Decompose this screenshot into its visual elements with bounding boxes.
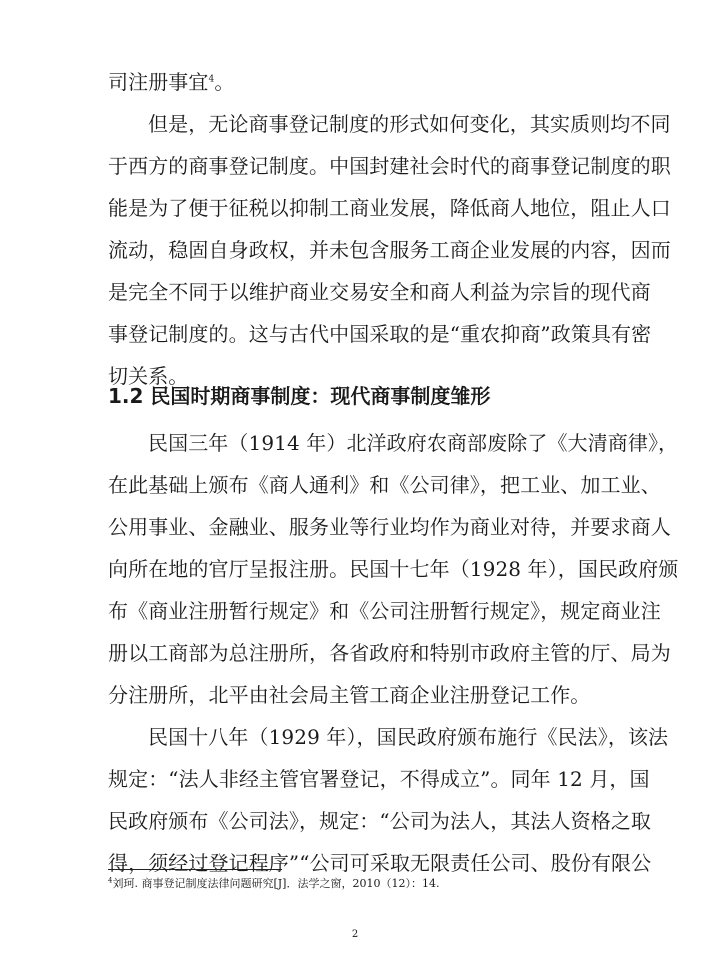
paragraph-line: 得，须经过登记程序”“公司可采取无限责任公司、股份有限公 xyxy=(108,851,652,875)
paragraph-line: 公用事业、金融业、服务业等行业均作为商业对待，并要求商人 xyxy=(108,515,671,539)
paragraph-line: 分注册所，北平由社会局主管工商企业注册登记工作。 xyxy=(108,683,591,707)
paragraph-line: 册以工商部为总注册所，各省政府和特别市政府主管的厅、局为 xyxy=(108,641,671,665)
footnote-text: 刘珂. 商事登记制度法律问题研究[J]．法学之窗，2010（12）：14. xyxy=(112,877,440,890)
paragraph-line: 是完全不同于以维护商业交易安全和商人利益为宗旨的现代商 xyxy=(108,280,651,304)
page-number: 2 xyxy=(351,929,359,940)
paragraph-line: 切关系。 xyxy=(108,364,189,388)
line-text: 司注册事宜 xyxy=(108,70,209,94)
footnote xyxy=(108,876,439,892)
paragraph-line: 但是，无论商事登记制度的形式如何变化，其实质则均不同 xyxy=(148,112,671,136)
paragraph-line xyxy=(108,70,606,94)
section-heading: 1.2 民国时期商事制度：现代商事制度雏形 xyxy=(108,384,491,408)
footnote-marker: 4 xyxy=(108,876,113,885)
paragraph-line: 于西方的商事登记制度。中国封建社会时代的商事登记制度的职 xyxy=(108,154,671,178)
paragraph-line: 能是为了便于征税以抑制工商业发展，降低商人地位，阻止人口 xyxy=(108,196,671,220)
paragraph-line: 向所在地的官厅呈报注册。民国十七年（1928 年），国民政府颁 xyxy=(108,557,679,581)
paragraph-line: 在此基础上颁布《商人通利》和《公司律》，把工业、加工业、 xyxy=(108,473,661,497)
footnote-ref[interactable]: 4 xyxy=(208,74,215,85)
paragraph-line: 事登记制度的。这与古代中国采取的是“重农抑商”政策具有密 xyxy=(108,322,652,346)
paragraph-line: 民国三年（1914 年）北洋政府农商部废除了《大清商律》， xyxy=(148,431,679,455)
line-text: 。 xyxy=(214,70,235,94)
paragraph-line: 民国十八年（1929 年），国民政府颁布施行《民法》，该法 xyxy=(148,725,669,749)
paragraph-line: 布《商业注册暂行规定》和《公司注册暂行规定》，规定商业注 xyxy=(108,599,661,623)
footnote-divider xyxy=(108,869,282,870)
paragraph-line: 民政府颁布《公司法》，规定：“公司为法人，其法人资格之取 xyxy=(108,809,652,833)
paragraph-line: 规定：“法人非经主管官署登记，不得成立”。同年 12 月，国 xyxy=(108,767,650,791)
paragraph-line: 流动，稳固自身政权，并未包含服务工商企业发展的内容，因而 xyxy=(108,238,671,262)
